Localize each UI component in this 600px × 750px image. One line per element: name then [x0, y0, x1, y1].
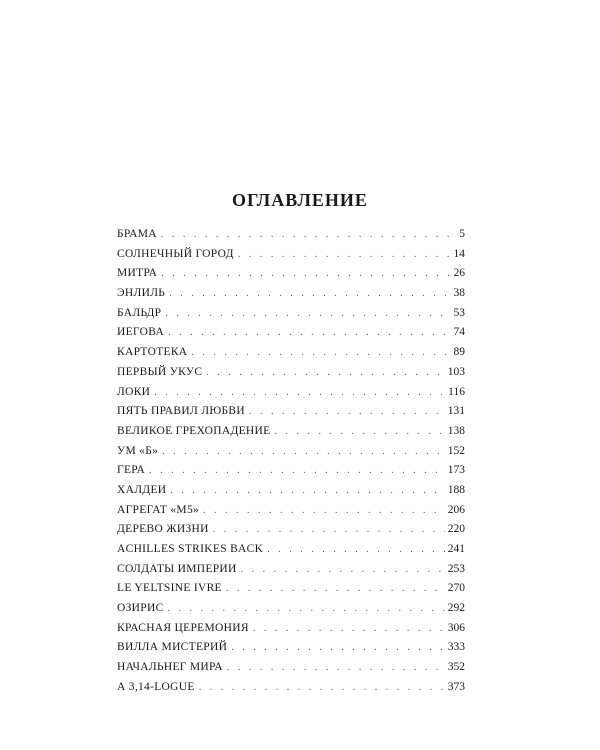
toc-entry-title: УМ «Б» — [117, 444, 159, 457]
toc-entry — [117, 228, 465, 248]
toc-entry — [117, 563, 465, 583]
toc-entry — [117, 267, 465, 287]
toc-entry — [117, 582, 465, 602]
toc-entry-page: 241 — [447, 543, 465, 555]
toc-entry-page: 152 — [447, 444, 465, 457]
dot-leader — [154, 387, 445, 398]
toc-entry-page: 116 — [448, 385, 465, 398]
table-of-contents — [117, 228, 465, 701]
toc-entry-title: БАЛЬДР — [117, 306, 162, 319]
toc-entry — [117, 622, 465, 642]
toc-entry — [117, 346, 465, 366]
toc-entry-title: ПЯТЬ ПРАВИЛ ЛЮБВИ — [117, 405, 245, 418]
dot-leader — [191, 347, 450, 358]
toc-entry-title: ПЕРВЫЙ УКУС — [117, 365, 203, 378]
dot-leader — [227, 662, 445, 673]
toc-entry-page: 89 — [453, 346, 465, 359]
dot-leader — [162, 446, 445, 457]
toc-entry-title: ЛОКИ — [117, 385, 151, 398]
toc-entry-title: ВИЛЛА МИСТЕРИЙ — [117, 641, 228, 654]
toc-entry — [117, 445, 465, 465]
toc-entry-title: СОЛНЕЧНЫЙ ГОРОД — [117, 247, 234, 260]
toc-entry — [117, 681, 465, 701]
toc-entry-title: ЭНЛИЛЬ — [117, 287, 166, 300]
toc-entry — [117, 425, 465, 445]
dot-leader — [170, 485, 444, 496]
toc-entry-title: КАРТОТЕКА — [117, 346, 188, 359]
toc-entry-title: БРАМА — [117, 228, 157, 240]
toc-entry-page: 14 — [453, 247, 465, 260]
toc-entry — [117, 641, 465, 661]
dot-leader — [169, 288, 450, 299]
dot-leader — [249, 406, 445, 417]
toc-entry — [117, 386, 465, 406]
dot-leader — [161, 268, 450, 279]
toc-entry-page: 188 — [447, 483, 465, 496]
toc-entry-page: 253 — [447, 562, 465, 575]
toc-entry-title: LE YELTSINE IVRE — [117, 582, 222, 595]
toc-entry-title: ХАЛДЕИ — [117, 483, 167, 496]
toc-entry-title: КРАСНАЯ ЦЕРЕМОНИЯ — [117, 621, 249, 634]
toc-entry-page: 352 — [447, 661, 465, 674]
toc-entry — [117, 366, 465, 386]
toc-entry-page: 220 — [447, 523, 465, 536]
toc-entry-title: ОЗИРИС — [117, 602, 164, 615]
toc-entry-page: 206 — [447, 503, 465, 516]
toc-entry-page: 131 — [447, 405, 465, 418]
toc-entry-page: 74 — [453, 326, 465, 339]
dot-leader — [274, 426, 444, 437]
toc-entry-title: МИТРА — [117, 267, 158, 280]
dot-leader — [161, 229, 456, 240]
dot-leader — [206, 367, 444, 378]
toc-entry-page: 103 — [447, 365, 465, 378]
toc-entry — [117, 405, 465, 425]
toc-entry-title: ДЕРЕВО ЖИЗНИ — [117, 523, 209, 536]
dot-leader — [203, 505, 445, 516]
dot-leader — [241, 564, 445, 575]
toc-entry — [117, 287, 465, 307]
toc-entry — [117, 543, 465, 563]
toc-entry-page: 26 — [453, 267, 465, 280]
toc-entry — [117, 661, 465, 681]
toc-entry-title: А 3,14-LOGUE — [117, 680, 195, 693]
dot-leader — [231, 642, 445, 653]
toc-entry — [117, 326, 465, 346]
toc-entry-title: ВЕЛИКОЕ ГРЕХОПАДЕНИЕ — [117, 424, 271, 437]
toc-entry — [117, 504, 465, 524]
dot-leader — [267, 544, 445, 555]
toc-entry-title: ИЕГОВА — [117, 326, 165, 339]
dot-leader — [168, 603, 445, 614]
toc-entry-page: 53 — [453, 306, 465, 319]
toc-entry — [117, 484, 465, 504]
dot-leader — [238, 249, 451, 260]
toc-entry-page: 333 — [447, 641, 465, 654]
dot-leader — [213, 524, 445, 535]
dot-leader — [253, 623, 445, 634]
toc-entry-page: 38 — [453, 287, 465, 300]
page-title: ОГЛАВЛЕНИЕ — [232, 190, 368, 210]
toc-entry-title: ГЕРА — [117, 464, 146, 477]
toc-entry-page: 138 — [447, 424, 465, 437]
toc-entry-page: 5 — [459, 228, 465, 240]
toc-entry-title: СОЛДАТЫ ИМПЕРИИ — [117, 562, 237, 575]
toc-entry-page: 373 — [447, 680, 465, 693]
dot-leader — [149, 465, 445, 476]
dot-leader — [168, 327, 450, 338]
toc-entry — [117, 248, 465, 268]
toc-entry-page: 292 — [447, 602, 465, 615]
toc-entry — [117, 602, 465, 622]
dot-leader — [165, 308, 450, 319]
toc-entry-page: 270 — [447, 582, 465, 595]
toc-entry — [117, 307, 465, 327]
dot-leader — [226, 583, 445, 594]
toc-entry-page: 306 — [447, 621, 465, 634]
dot-leader — [199, 682, 445, 693]
toc-entry — [117, 523, 465, 543]
toc-entry-title: ACHILLES STRIKES BACK — [117, 543, 264, 555]
toc-entry-page: 173 — [447, 464, 465, 477]
toc-entry-title: НАЧАЛЬНЕГ МИРА — [117, 661, 223, 674]
toc-entry-title: АГРЕГАТ «М5» — [117, 503, 200, 516]
toc-entry — [117, 464, 465, 484]
